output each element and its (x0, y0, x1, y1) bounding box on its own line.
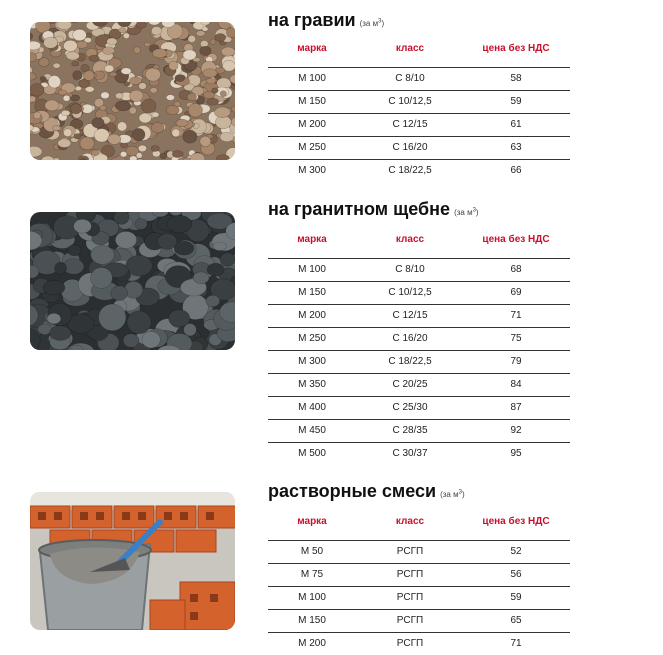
title-text: на гранитном щебне (268, 199, 450, 219)
table-row (268, 90, 570, 113)
cell-price: 75 (510, 333, 521, 344)
cell-price: 68 (510, 264, 521, 275)
cell-class: С 18/22,5 (388, 165, 431, 176)
unit-label: (за $м^3$) (440, 490, 465, 499)
cell-price: 61 (510, 119, 521, 130)
cell-grade: М 500 (298, 448, 326, 459)
title-text: растворные смеси (268, 481, 436, 501)
table-row (268, 113, 570, 136)
unit-label: (за $м^3$) (360, 19, 385, 28)
cell-class: РСГП (397, 569, 423, 580)
table-row (268, 159, 570, 182)
cell-grade: М 200 (298, 638, 326, 649)
header-grade: марка (297, 43, 327, 54)
header-price: цена без НДС (482, 43, 549, 54)
cell-class: С 30/37 (392, 448, 427, 459)
cell-grade: М 250 (298, 333, 326, 344)
section-title-granite (268, 199, 479, 220)
cell-price: 59 (510, 96, 521, 107)
cell-price: 52 (510, 546, 521, 557)
cell-class: РСГП (397, 638, 423, 649)
cell-price: 58 (510, 73, 521, 84)
table-header-mortar (268, 516, 570, 539)
table-row (268, 419, 570, 442)
gravel-photo (30, 22, 235, 160)
table-row (268, 304, 570, 327)
cell-grade: М 400 (298, 402, 326, 413)
granite-photo (30, 212, 235, 350)
table-row (268, 396, 570, 419)
table-row (268, 67, 570, 90)
cell-grade: М 200 (298, 310, 326, 321)
table-header-gravel (268, 43, 570, 66)
cell-class: С 16/20 (392, 142, 427, 153)
title-text: на гравии (268, 10, 356, 30)
cell-price: 87 (510, 402, 521, 413)
mortar-bucket-photo (30, 492, 235, 630)
table-row (268, 350, 570, 373)
cell-price: 63 (510, 142, 521, 153)
table-row (268, 609, 570, 632)
cell-price: 69 (510, 287, 521, 298)
cell-price: 71 (510, 638, 521, 649)
header-class: класс (396, 234, 424, 245)
cell-class: РСГП (397, 546, 423, 557)
table-row (268, 327, 570, 350)
cell-grade: М 250 (298, 142, 326, 153)
table-header-granite (268, 234, 570, 257)
cell-price: 95 (510, 448, 521, 459)
cell-grade: М 300 (298, 165, 326, 176)
section-title-gravel (268, 10, 384, 31)
cell-grade: М 300 (298, 356, 326, 367)
cell-class: С 20/25 (392, 379, 427, 390)
cell-grade: М 200 (298, 119, 326, 130)
header-class: класс (396, 43, 424, 54)
cell-grade: М 100 (298, 73, 326, 84)
header-grade: марка (297, 234, 327, 245)
cell-grade: М 150 (298, 287, 326, 298)
cell-price: 65 (510, 615, 521, 626)
header-price: цена без НДС (482, 234, 549, 245)
table-row (268, 442, 570, 465)
cell-price: 56 (510, 569, 521, 580)
cell-price: 71 (510, 310, 521, 321)
cell-class: С 25/30 (392, 402, 427, 413)
cell-class: С 8/10 (395, 73, 424, 84)
cell-class: С 12/15 (392, 310, 427, 321)
header-price: цена без НДС (482, 516, 549, 527)
table-row (268, 136, 570, 159)
cell-price: 66 (510, 165, 521, 176)
cell-price: 92 (510, 425, 521, 436)
cell-class: РСГП (397, 592, 423, 603)
table-row (268, 373, 570, 396)
cell-grade: М 75 (301, 569, 323, 580)
table-row (268, 563, 570, 586)
cell-class: С 10/12,5 (388, 96, 431, 107)
cell-price: 79 (510, 356, 521, 367)
header-grade: марка (297, 516, 327, 527)
table-row (268, 258, 570, 281)
cell-class: С 18/22,5 (388, 356, 431, 367)
section-title-mortar (268, 481, 465, 502)
cell-class: С 16/20 (392, 333, 427, 344)
cell-grade: М 350 (298, 379, 326, 390)
cell-class: С 28/35 (392, 425, 427, 436)
cell-price: 59 (510, 592, 521, 603)
table-row (268, 281, 570, 304)
cell-class: С 12/15 (392, 119, 427, 130)
cell-class: С 10/12,5 (388, 287, 431, 298)
cell-grade: М 100 (298, 592, 326, 603)
cell-grade: М 150 (298, 96, 326, 107)
cell-class: РСГП (397, 615, 423, 626)
cell-price: 84 (510, 379, 521, 390)
cell-grade: М 150 (298, 615, 326, 626)
cell-grade: М 50 (301, 546, 323, 557)
unit-label: (за $м^3$) (454, 208, 479, 217)
table-row (268, 632, 570, 655)
table-row (268, 540, 570, 563)
cell-grade: М 100 (298, 264, 326, 275)
table-row (268, 586, 570, 609)
header-class: класс (396, 516, 424, 527)
cell-class: С 8/10 (395, 264, 424, 275)
cell-grade: М 450 (298, 425, 326, 436)
